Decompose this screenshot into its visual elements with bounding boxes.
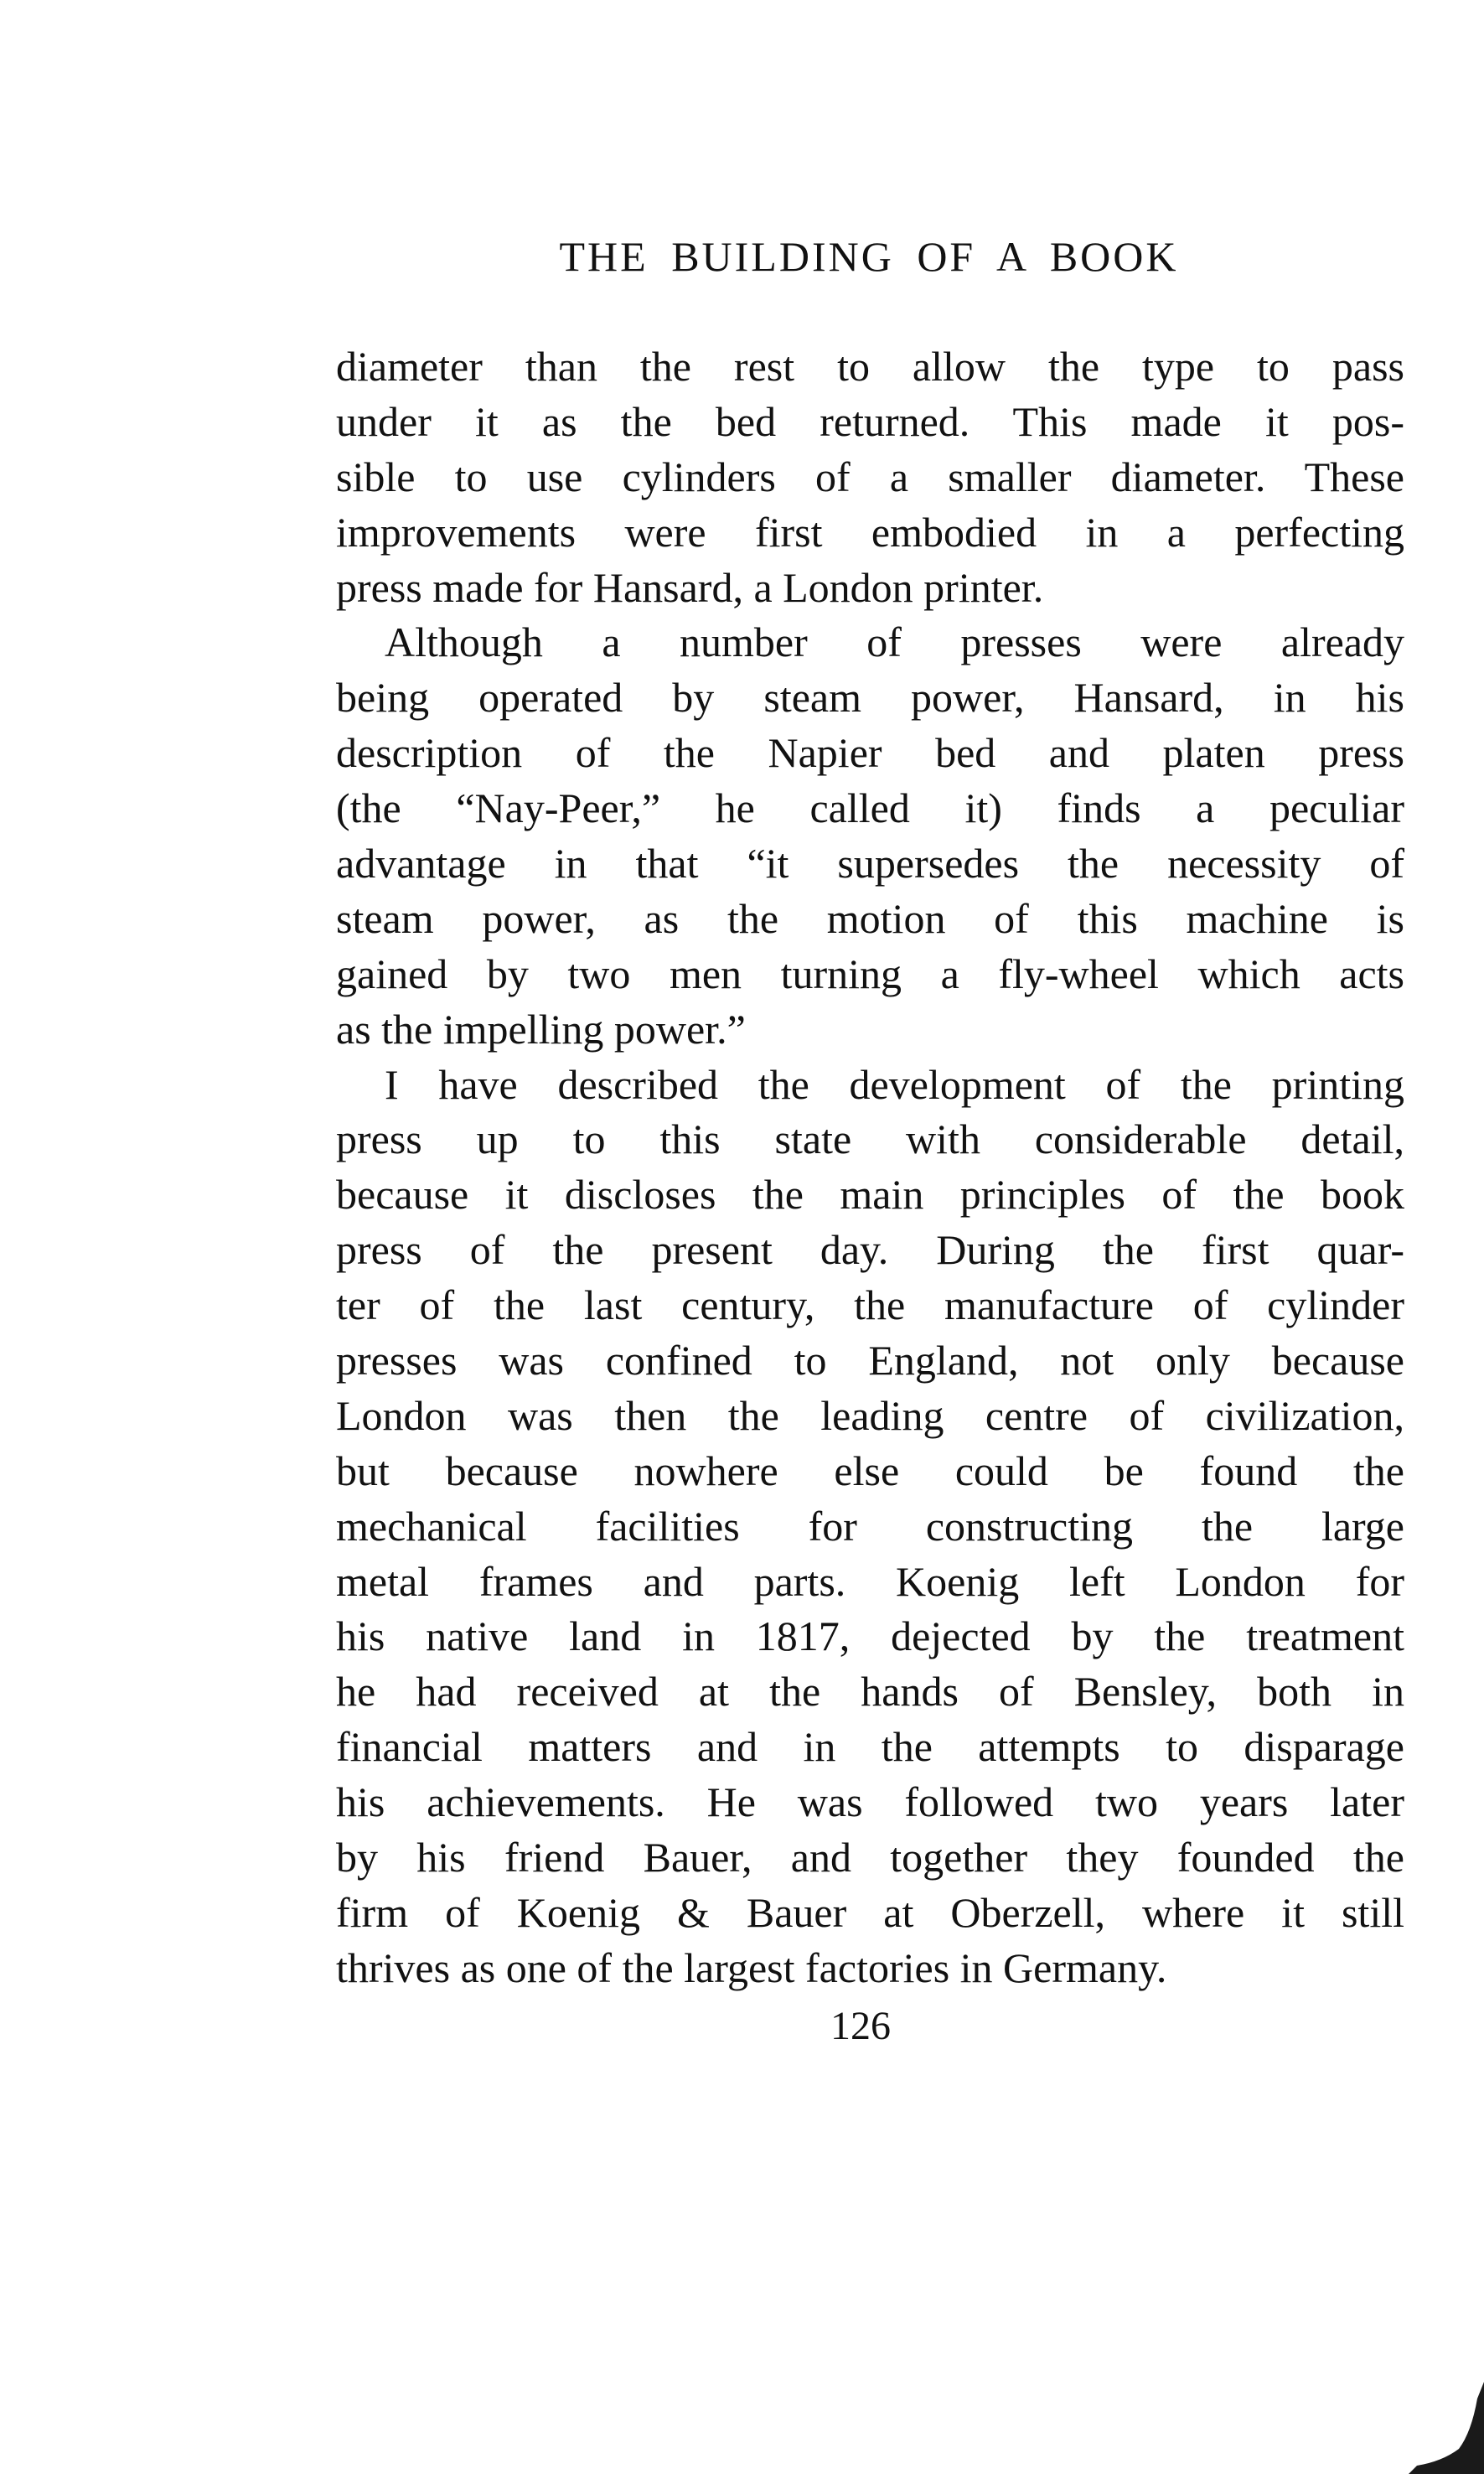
- paragraph: [336, 615, 1404, 1057]
- text-line: by his friend Bauer, and together they founded the: [336, 1834, 1404, 1881]
- text-line: mechanical facilities for constructing the large: [336, 1502, 1404, 1550]
- text-line: ter of the last century, the manufacture of cylinder: [336, 1281, 1404, 1329]
- running-header: THE BUILDING OF A BOOK: [559, 233, 1179, 280]
- text-line: metal frames and parts. Koenig left London for: [336, 1557, 1404, 1605]
- text-line: Although a number of presses were already: [385, 618, 1404, 666]
- text-line: press up to this state with considerable detail,: [336, 1115, 1404, 1163]
- text-line: press of the present day. During the first quar-: [336, 1226, 1404, 1274]
- text-line: improvements were first embodied in a perfecting: [336, 508, 1404, 556]
- text-line: his achievements. He was followed two years later: [336, 1778, 1404, 1826]
- text-line: he had received at the hands of Bensley, both in: [336, 1668, 1404, 1716]
- page-number: 126: [830, 2004, 891, 2048]
- body-text: [336, 339, 1404, 1996]
- text-line: under it as the bed returned. This made it pos-: [336, 397, 1404, 445]
- text-line: firm of Koenig & Bauer at Oberzell, where it still: [336, 1888, 1404, 1936]
- text-line: advantage in that “it supersedes the necessity of: [336, 840, 1404, 888]
- text-line: presses was confined to England, not only because: [336, 1337, 1404, 1385]
- text-line: steam power, as the motion of this machine is: [336, 894, 1404, 942]
- text-line: London was then the leading centre of civilization,: [336, 1391, 1404, 1439]
- text-line: but because nowhere else could be found the: [336, 1447, 1404, 1494]
- paragraph: [336, 339, 1404, 615]
- text-line: press made for Hansard, a London printer.: [336, 563, 1044, 611]
- text-line: sible to use cylinders of a smaller diameter. These: [336, 453, 1404, 500]
- text-line: description of the Napier bed and platen press: [336, 729, 1404, 777]
- scan-edge-blemish: [1409, 2382, 1484, 2474]
- text-line: financial matters and in the attempts to disparage: [336, 1723, 1404, 1771]
- text-line: as the impelling power.”: [336, 1005, 746, 1053]
- text-line: diameter than the rest to allow the type to pass: [336, 343, 1404, 390]
- text-line: thrives as one of the largest factories in Germany.: [336, 1943, 1167, 1991]
- text-line: gained by two men turning a fly-wheel which acts: [336, 950, 1404, 997]
- text-line: being operated by steam power, Hansard, in his: [336, 674, 1404, 722]
- text-line: (the “Nay-Peer,” he called it) finds a peculiar: [336, 784, 1404, 832]
- text-line: I have described the development of the printing: [385, 1060, 1404, 1108]
- text-line: because it discloses the main principles of the book: [336, 1171, 1404, 1219]
- text-line: his native land in 1817, dejected by the treatment: [336, 1612, 1404, 1660]
- paragraph: [336, 1058, 1404, 1996]
